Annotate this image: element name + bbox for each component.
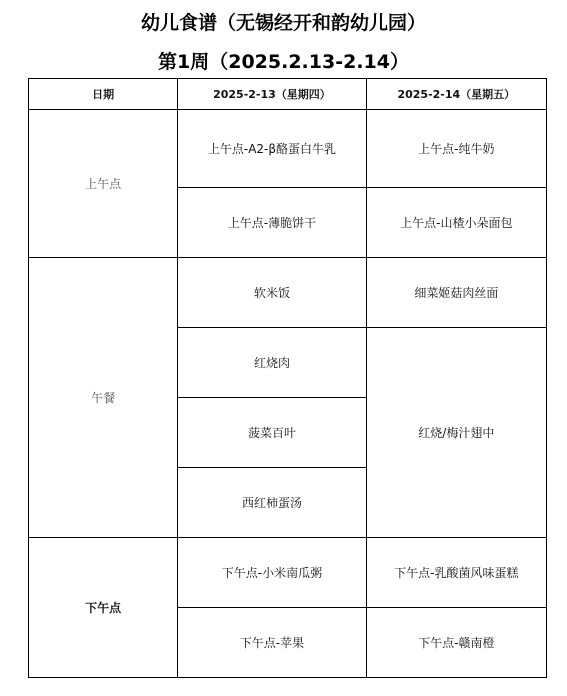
menu-cell: 下午点-小米南瓜粥 (178, 538, 366, 608)
column-header-thursday: 2025-2-13（星期四） (178, 79, 366, 110)
menu-cell: 上午点-纯牛奶 (366, 110, 546, 188)
meal-label-morning-snack: 上午点 (29, 110, 178, 258)
column-header-friday: 2025-2-14（星期五） (366, 79, 546, 110)
menu-cell: 下午点-乳酸菌风味蛋糕 (366, 538, 546, 608)
menu-cell: 细菜姬菇肉丝面 (366, 258, 546, 328)
menu-cell: 菠菜百叶 (178, 398, 366, 468)
menu-cell: 上午点-A2-β酪蛋白牛乳 (178, 110, 366, 188)
menu-cell: 西红柿蛋汤 (178, 468, 366, 538)
table-row (29, 258, 547, 328)
menu-cell: 下午点-苹果 (178, 608, 366, 678)
table-header-row (29, 79, 547, 110)
menu-table (28, 78, 547, 678)
page-title: 幼儿食谱（无锡经开和韵幼儿园） (140, 12, 426, 34)
meal-label-lunch: 午餐 (29, 258, 178, 538)
menu-cell: 红烧/梅汁翅中 (366, 328, 546, 538)
table-row (29, 538, 547, 608)
menu-cell: 软米饭 (178, 258, 366, 328)
week-subtitle: 第1周（2025.2.13-2.14） (158, 51, 409, 73)
table-row (29, 110, 547, 188)
column-header-date: 日期 (29, 79, 178, 110)
menu-cell: 下午点-赣南橙 (366, 608, 546, 678)
menu-cell: 上午点-山楂小朵面包 (366, 188, 546, 258)
menu-cell: 上午点-薄脆饼干 (178, 188, 366, 258)
menu-cell: 红烧肉 (178, 328, 366, 398)
meal-label-afternoon-snack: 下午点 (29, 538, 178, 678)
